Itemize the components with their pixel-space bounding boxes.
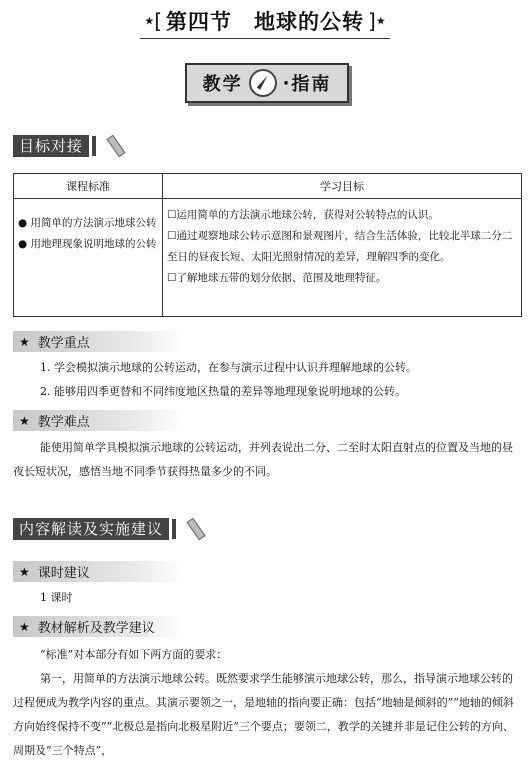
right-bracket: ] <box>368 9 376 33</box>
pen-icon <box>184 518 206 540</box>
table-header-goals: 学习目标 <box>163 174 522 199</box>
pen-icon <box>104 135 126 157</box>
star-icon: ★ <box>19 334 30 349</box>
compass-icon <box>249 69 277 97</box>
badge-right-text: 指南 <box>291 74 332 95</box>
standard-item: ● 用简单的方法演示地球公转 <box>18 217 157 229</box>
standard-item: ● 用地理现象说明地球的公转 <box>18 238 157 250</box>
badge-dot: · <box>282 72 292 94</box>
standards-cell <box>14 199 163 317</box>
heading-text: 教学难点 <box>37 415 90 430</box>
teaching-guide-badge <box>185 63 349 103</box>
class-hours-text: 1 课时 <box>40 591 73 604</box>
heading-text: 教材解析及教学建议 <box>37 621 155 636</box>
analysis-heading <box>13 616 183 637</box>
analysis-paragraph-2: 第一，用简单的方法演示地球公转。既然要求学生能够演示地球公转，那么，指导演示地球公转的过程便成为教学内容的重点。其演示要领之一，是地轴的指向要正确：包括“地轴是倾斜的”“地轴的倾斜方向始终保持不变”“北极总是指向北极星附近”三个要点；要领二，教学的关键并非是记住公转的方向、周期及“三个特点”， <box>13 672 514 757</box>
section-content <box>13 518 206 540</box>
section-bar <box>172 519 176 539</box>
star-icon: ★ <box>375 14 386 28</box>
section-label: 目标对接 <box>13 135 89 157</box>
heading-text: 教学重点 <box>37 336 90 351</box>
section-bar <box>92 136 96 156</box>
difficulties-heading <box>13 410 183 431</box>
star-icon: ★ <box>19 564 30 579</box>
star-icon: ★ <box>144 14 155 28</box>
goal-item: ☐了解地球五带的划分依据、范围及地理特征。 <box>167 272 387 284</box>
section-objectives <box>13 135 126 157</box>
difficulties-text: 能使用简单学具模拟演示地球的公转运动，并列表说出二分、二至时太阳直射点的位置及当地的昼夜长短状况，感悟当地不同季节获得热量多少的不同。 <box>13 441 513 478</box>
badge-left-text: 教学 <box>202 74 243 95</box>
key-point-2: 2. 能够用四季更替和不同纬度地区热量的差异等地理现象说明地球的公转。 <box>40 385 406 398</box>
section-label: 内容解读及实施建议 <box>13 518 169 540</box>
star-icon: ★ <box>19 619 30 634</box>
page-title <box>0 6 530 36</box>
goal-item: ☐通过观察地球公转示意图和景观图片，结合生活体验，比较北半球二分二至日的昼夜长短、太阳光照射情况的差异，理解四季的变化。 <box>167 230 513 263</box>
class-hours-heading <box>13 561 183 582</box>
goal-item: ☐运用简单的方法演示地球公转，获得对公转特点的认识。 <box>167 209 439 221</box>
analysis-paragraph-1: “标准”对本部分有如下两方面的要求： <box>40 648 228 661</box>
table-header-standard: 课程标准 <box>14 174 163 199</box>
key-point-1: 1. 学会模拟演示地球的公转运动，在参与演示过程中认识并理解地球的公转。 <box>40 361 417 374</box>
title-underline <box>140 38 390 39</box>
heading-text: 课时建议 <box>37 566 90 581</box>
objectives-table <box>13 173 522 317</box>
title-text: 第四节 地球的公转 <box>166 10 364 34</box>
left-bracket: [ <box>154 9 162 33</box>
star-icon: ★ <box>19 413 30 428</box>
key-points-heading <box>13 331 183 352</box>
goals-cell <box>163 199 522 317</box>
